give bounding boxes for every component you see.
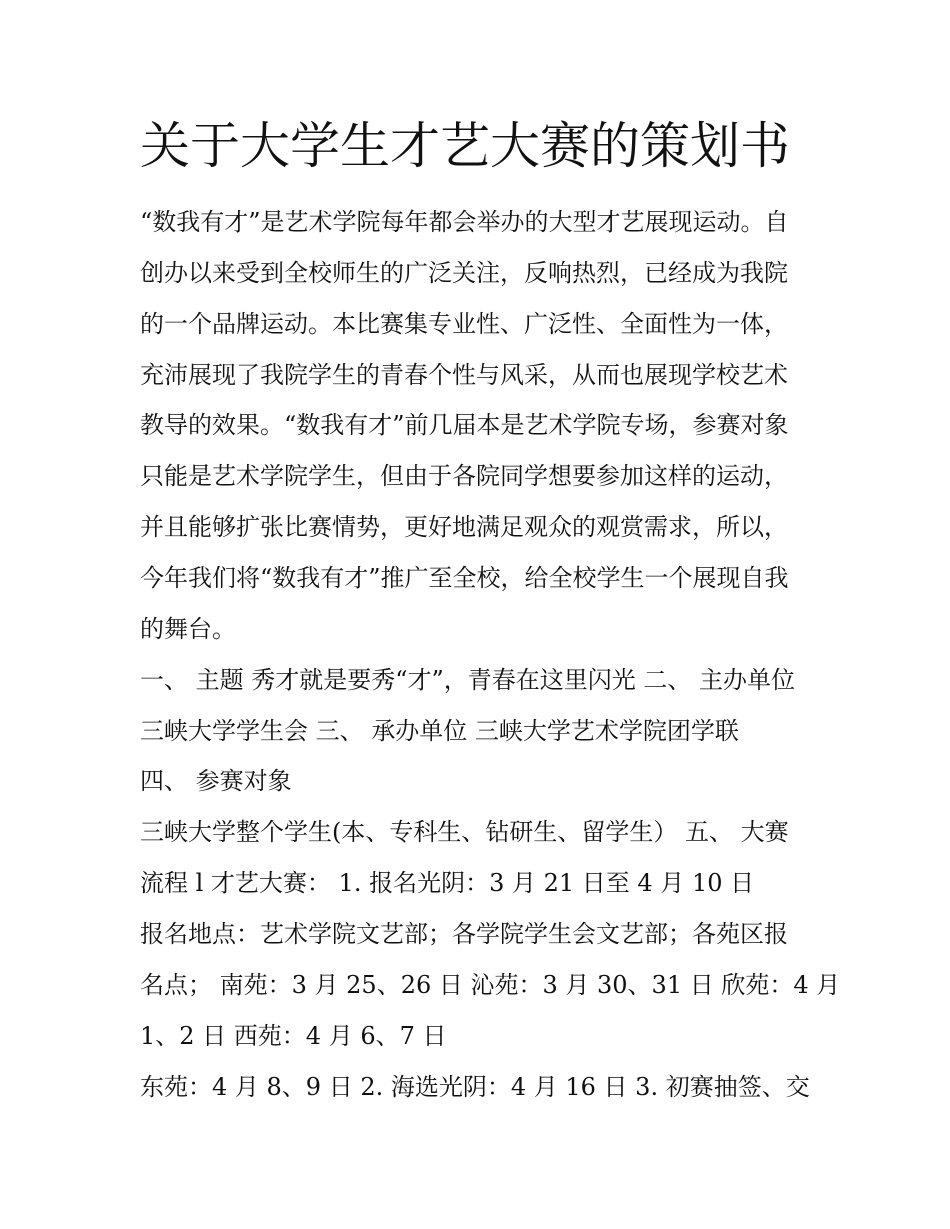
body-line: 今年我们将“数我有才”推广至全校，给全校学生一个展现自我 (140, 564, 789, 592)
body-line: 并且能够扩张比赛情势，更好地满足观众的观赏需求，所以， (140, 513, 788, 541)
section-line: 三峡大学学生会 三、 承办单位 三峡大学艺术学院团学联 (140, 717, 739, 745)
schedule-line: 东苑：4 月 8、9 日 2. 海选光阴：4 月 16 日 3. 初赛抽签、交 (140, 1073, 810, 1101)
schedule-line: 1、2 日 西苑：4 月 6、7 日 (140, 1022, 447, 1050)
body-line: 教导的效果。“数我有才”前几届本是艺术学院专场，参赛对象 (140, 411, 789, 439)
document-title: 关于大学生才艺大赛的策划书 (140, 117, 790, 175)
section-line: 四、 参赛对象 (140, 767, 292, 795)
body-line: “数我有才”是艺术学院每年都会举办的大型才艺展现运动。自 (140, 208, 789, 236)
body-line: 充沛展现了我院学生的青春个性与风采，从而也展现学校艺术 (140, 361, 788, 389)
section-line: 一、 主题 秀才就是要秀“才”，青春在这里闪光 二、 主办单位 (140, 666, 796, 694)
body-line: 的舞台。 (140, 615, 236, 643)
body-line: 的一个品牌运动。本比赛集专业性、广泛性、全面性为一体， (140, 310, 788, 338)
body-line: 创办以来受到全校师生的广泛关注，反响热烈，已经成为我院 (140, 259, 788, 287)
schedule-line: 流程 l 才艺大赛： 1. 报名光阴：3 月 21 日至 4 月 10 日 (140, 869, 755, 897)
body-line: 只能是艺术学院学生，但由于各院同学想要参加这样的运动， (140, 462, 788, 490)
section-line: 三峡大学整个学生(本、专科生、钻研生、留学生） 五、 大赛 (140, 818, 789, 846)
schedule-line: 报名地点：艺术学院文艺部；各学院学生会文艺部；各苑区报 (140, 920, 788, 948)
schedule-line: 名点； 南苑：3 月 25、26 日 沁苑：3 月 30、31 日 欣苑：4 月 (140, 971, 841, 999)
